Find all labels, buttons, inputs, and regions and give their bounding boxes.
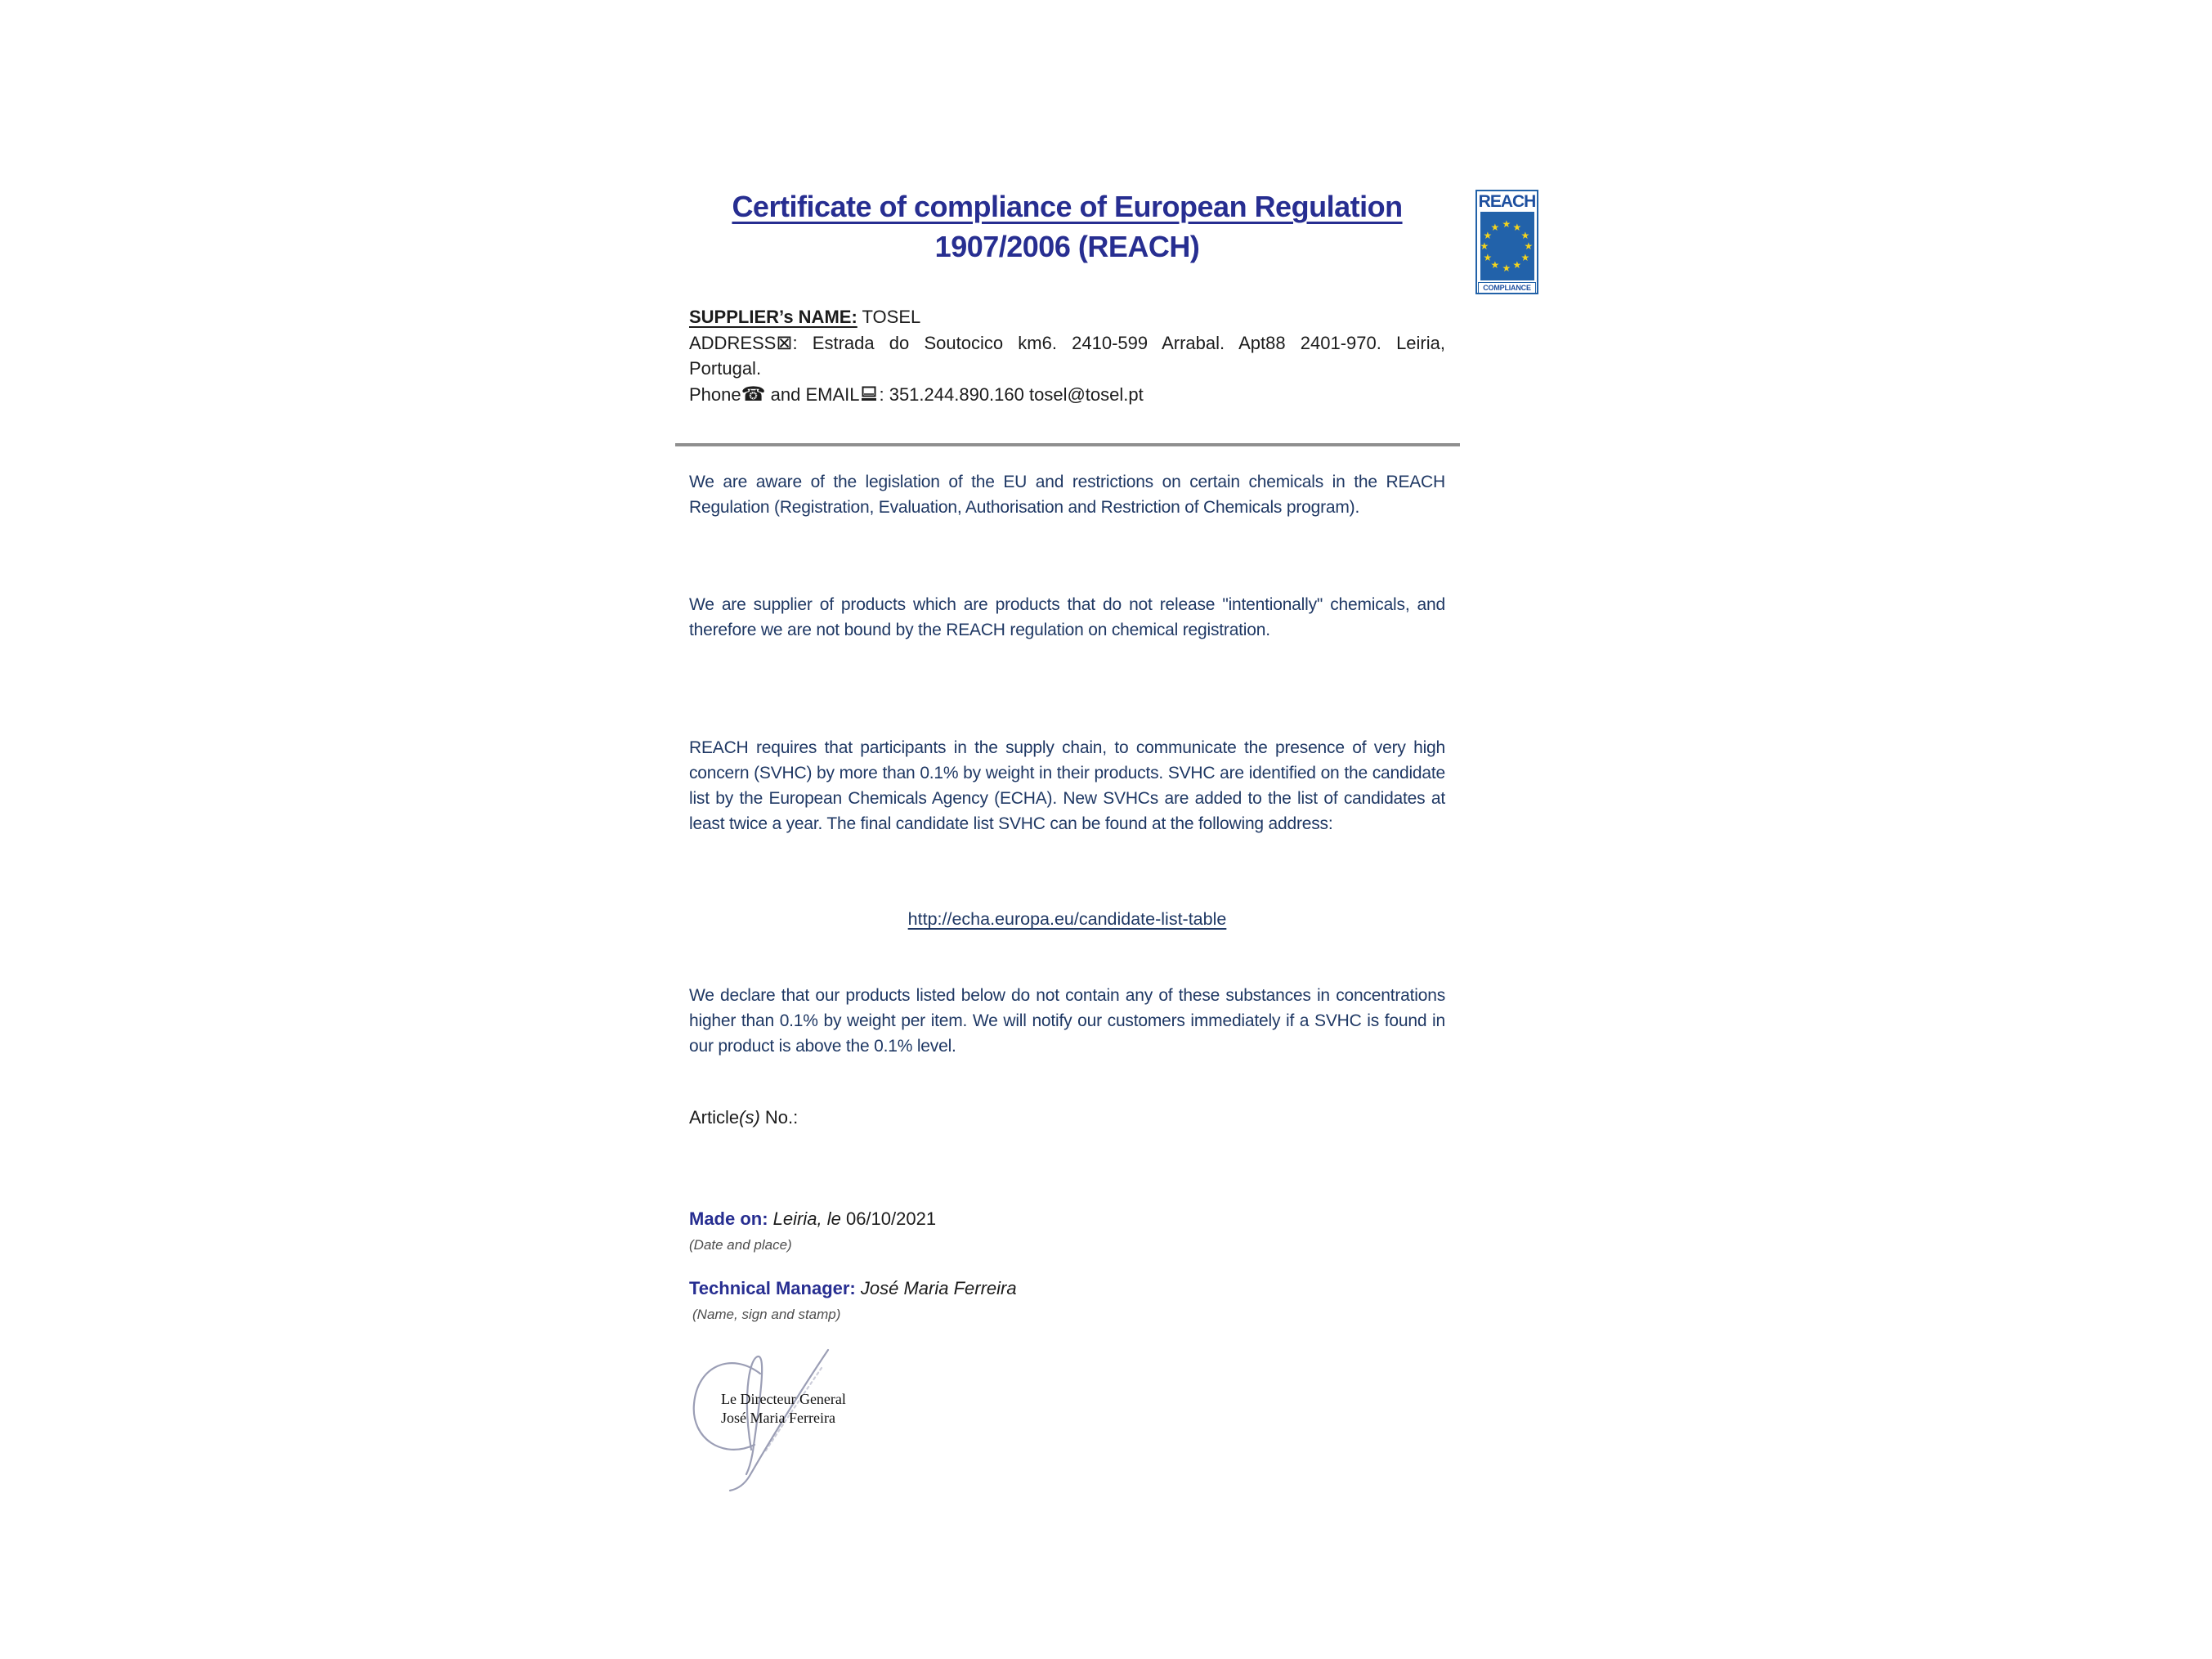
eu-star: ★ [1490,259,1500,271]
computer-icon [860,383,878,410]
paragraph-declaration: We declare that our products listed below do not contain any of these substances in concentrations higher than 0.1% by weight per item. We will notify our customers immediately if a SVHC is found in our product is above the 0.1% level. [689,986,1445,1056]
reach-compliance-logo [1475,190,1538,294]
signature-name: José Maria Ferreira [721,1410,835,1426]
articles-line [689,1107,798,1128]
eu-star: ★ [1524,240,1534,252]
paragraph-svhc-requirements: REACH requires that participants in the supply chain, to communicate the presence of very high concern (SVHC) by more than 0.1% by weight in their products. SVHC are identified on the candidate list by the European Chemicals Agency (ECHA). New SVHCs are added to the list of candidates at least twice a year. The final candidate list SVHC can be found at the following address: [689,738,1445,833]
envelope-icon: ⊠ [776,330,793,354]
signature-title: Le Directeur General [721,1391,846,1407]
eu-star: ★ [1520,252,1530,263]
eu-star: ★ [1490,222,1500,233]
articles-label: Article [689,1107,740,1128]
technical-manager-label: Technical Manager: [689,1278,856,1298]
supplier-name-line [689,304,1445,330]
made-on-label: Made on: [689,1208,768,1229]
made-on-place: Leiria, le [768,1208,846,1229]
supplier-name-label: SUPPLIER’s NAME: [689,307,857,327]
eu-star: ★ [1520,230,1530,241]
supplier-address-line [689,330,1445,356]
name-sign-caption: (Name, sign and stamp) [692,1307,841,1322]
made-on-date: 06/10/2021 [845,1208,937,1229]
email-label: and EMAIL [765,383,860,405]
title-line-2: 1907/2006 (REACH) [934,230,1200,263]
supplier-address-line2: Portugal. [689,358,762,379]
eu-star: ★ [1502,262,1511,274]
candidate-list-link-line [689,909,1445,930]
phone-icon: ☎ [741,382,766,406]
eu-star: ★ [1480,240,1489,252]
address-value: : Estrada do Soutocico km6. 2410-599 Arrabal. Apt88 2401-970. Leiria, [792,332,1445,353]
title-line-1: Certificate of compliance of European Regulation [732,190,1403,223]
made-on-line [689,1208,936,1230]
eu-star: ★ [1483,230,1493,241]
supplier-contact-line [689,382,1445,410]
paragraph-awareness: We are aware of the legislation of the EU and restrictions on certain chemicals in the REACH Regulation (Registration, Evaluation, Authorisation and Restriction of Chemicals program). [689,473,1445,517]
date-place-caption: (Date and place) [689,1237,792,1253]
eu-star: ★ [1512,259,1522,271]
reach-logo-text: REACH [1478,192,1536,211]
phone-label: Phone [689,383,741,405]
articles-colon: No.: [759,1107,799,1128]
candidate-list-link[interactable]: http://echa.europa.eu/candidate-list-table [907,909,1227,929]
signature-text [721,1390,846,1428]
eu-star: ★ [1512,222,1522,233]
contact-value: : 351.244.890.160 tosel@tosel.pt [879,383,1144,405]
supplier-block [689,304,1445,409]
technical-manager-line [689,1278,1017,1299]
paragraph-supplier-statement: We are supplier of products which are products that do not release "intentionally" chemicals, and therefore we are not bound by the REACH regulation on chemical registration. [689,595,1445,639]
eu-stars-circle [1480,212,1534,280]
supplier-name-value: TOSEL [857,307,921,327]
address-label: ADDRESS [689,332,777,353]
certificate-title [689,186,1445,267]
technical-manager-value: José Maria Ferreira [855,1278,1017,1298]
compliance-logo-text: COMPLIANCE [1478,282,1536,294]
divider-rule [675,443,1460,446]
articles-s: (s) [739,1107,760,1128]
eu-star: ★ [1483,252,1493,263]
eu-star: ★ [1502,218,1511,230]
